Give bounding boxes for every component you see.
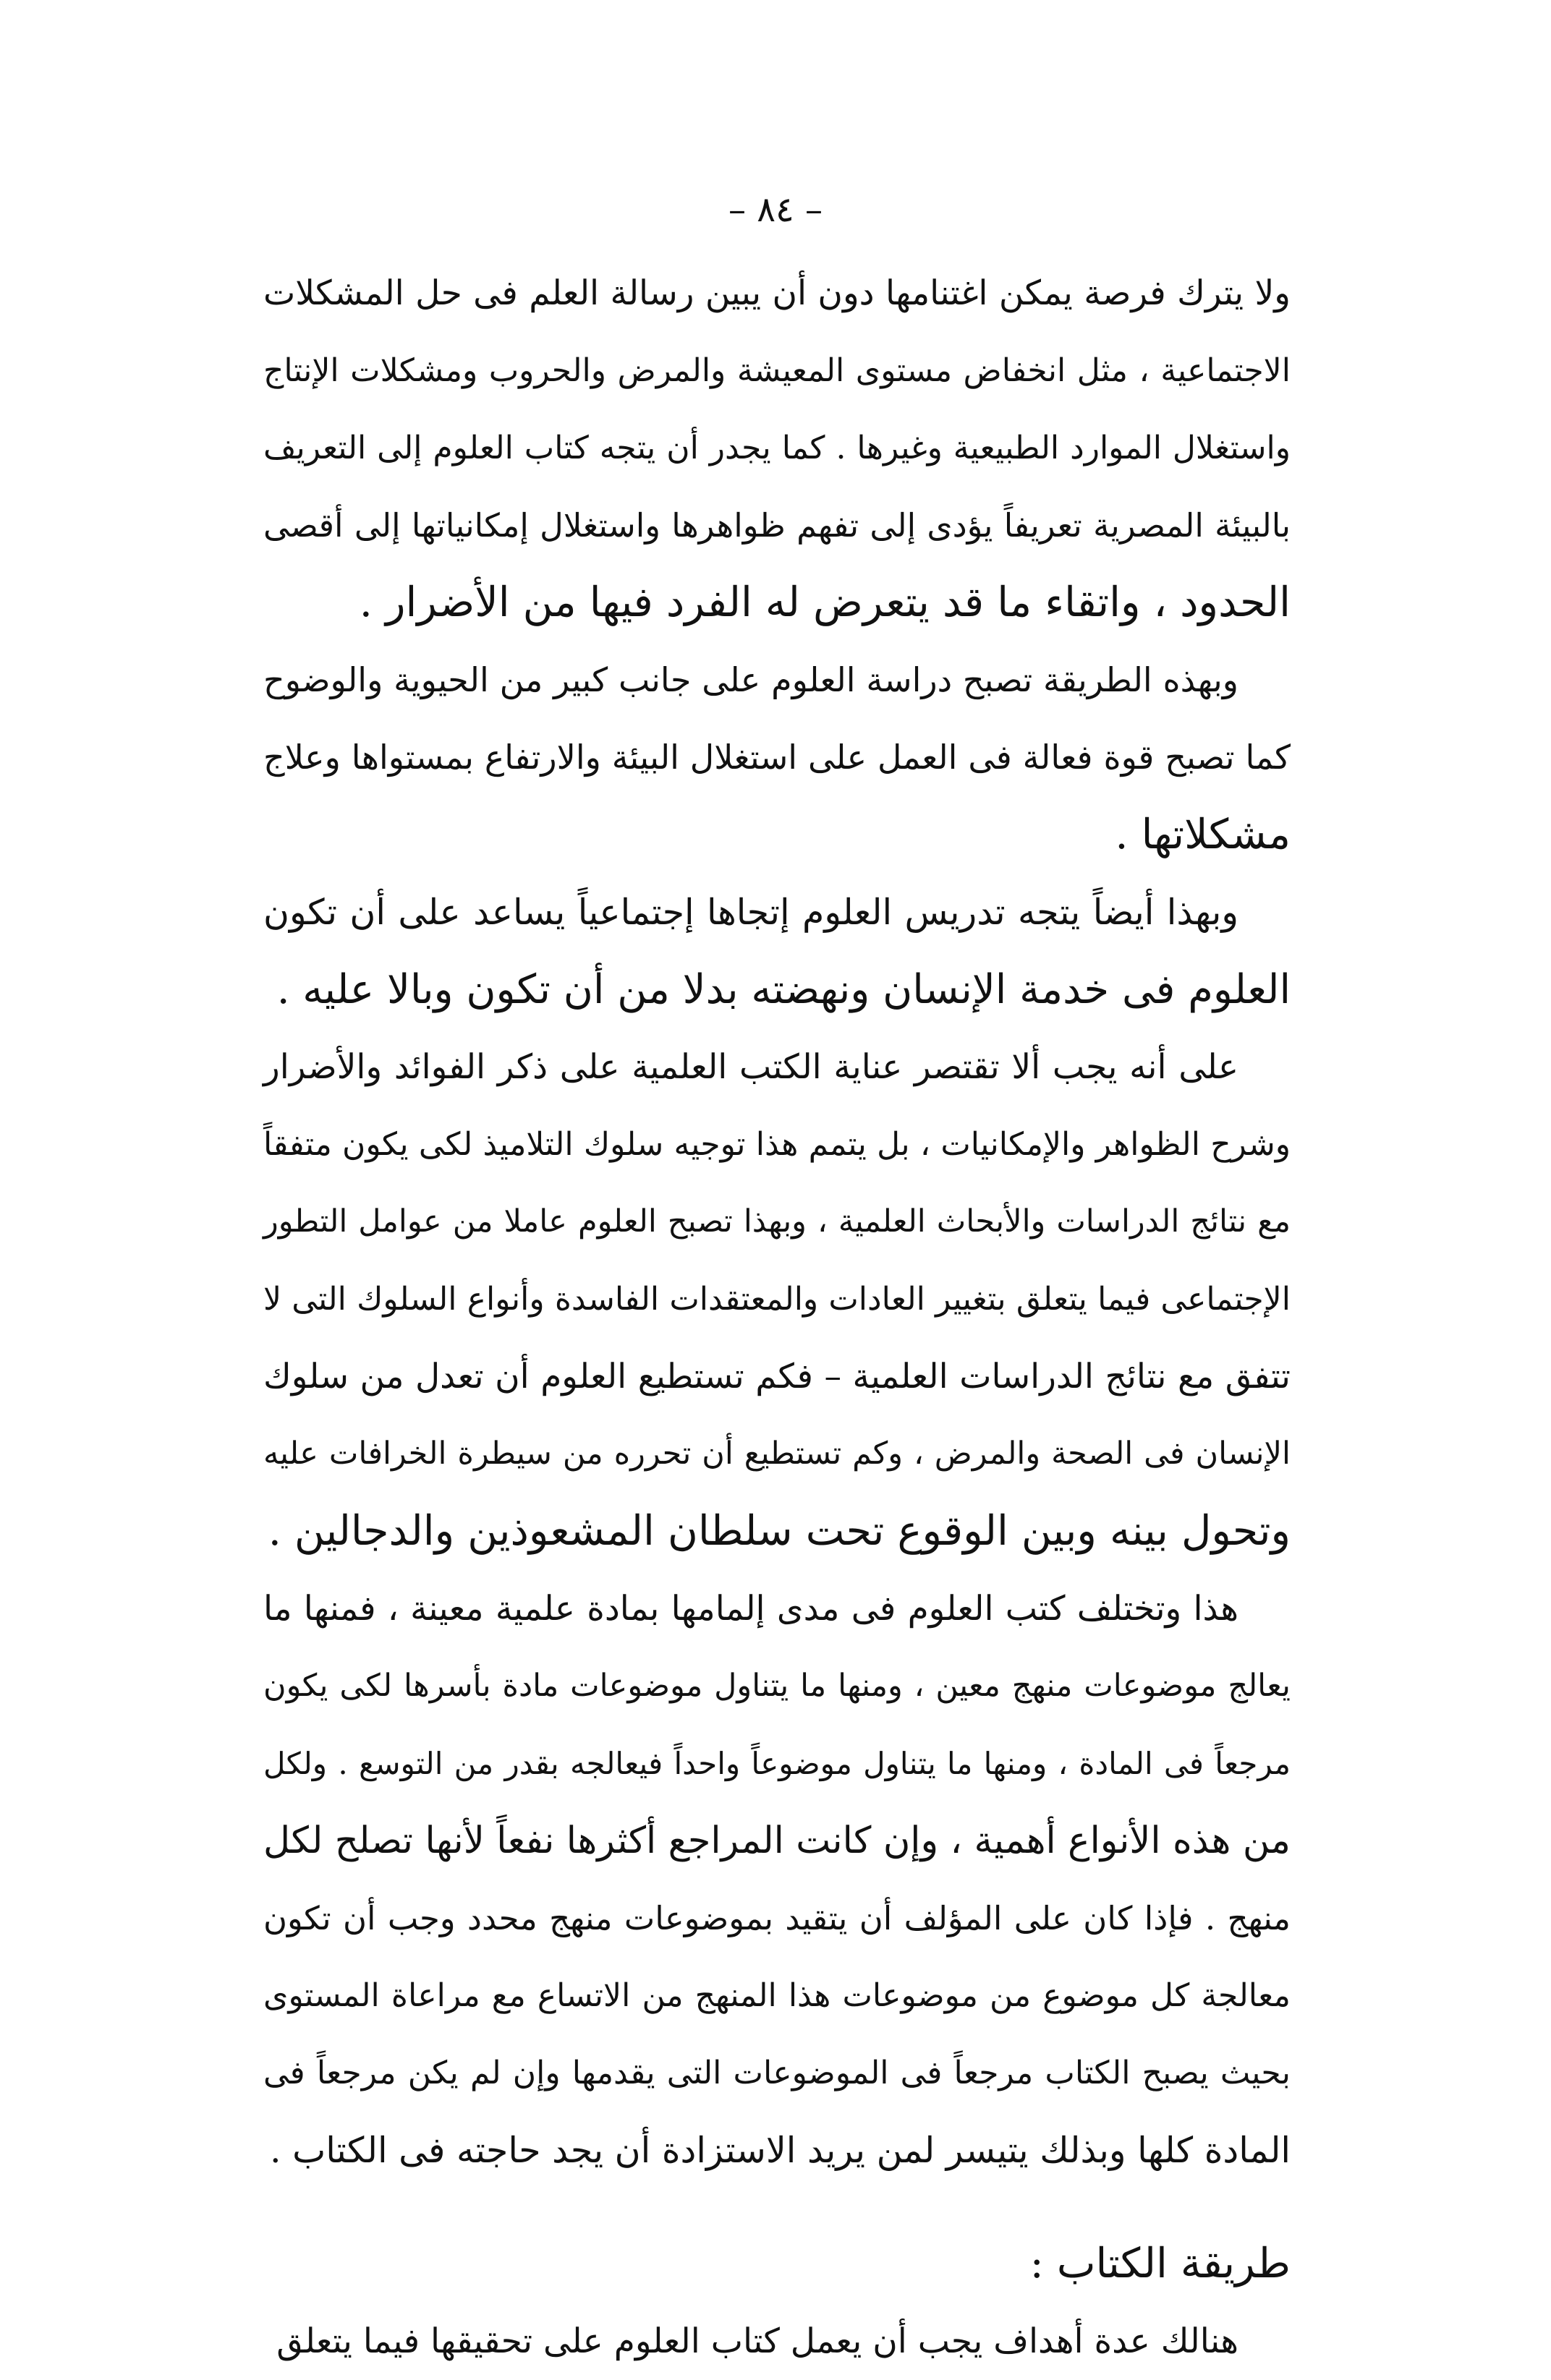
text-line: وشرح الظواهر والإمكانيات ، بل يتمم هذا توجيه سلوك التلاميذ لكى يكون متفقاً	[263, 1126, 1291, 1163]
paragraph-1	[263, 255, 1291, 641]
text-line: الإنسان فى الصحة والمرض ، وكم تستطيع أن تحرره من سيطرة الخرافات عليه	[263, 1436, 1291, 1472]
text-line: الحدود ، واتقاء ما قد يتعرض له الفرد فيها من الأضرار .	[359, 579, 1291, 626]
spacer	[263, 2189, 1291, 2211]
text-line: المادة كلها وبذلك يتيسر لمن يريد الاستزادة أن يجد حاجته فى الكتاب .	[269, 2130, 1291, 2171]
text-line: مع نتائج الدراسات والأبحاث العلمية ، وبهذا تصبح العلوم عاملا من عوامل التطور	[263, 1203, 1291, 1240]
text-line: العلوم فى خدمة الإنسان ونهضته بدلا من أن تكون وبالا عليه .	[276, 966, 1291, 1013]
text-line: مرجعاً فى المادة ، ومنها ما يتناول موضوعاً واحداً فيعالجه بقدر من التوسع . ولكل	[263, 1746, 1291, 1781]
text-line: من هذه الأنواع أهمية ، وإن كانت المراجع أكثرها نفعاً لأنها تصلح لكل	[263, 1820, 1291, 1862]
text-line: الإجتماعى فيما يتعلق بتغيير العادات والمعتقدات الفاسدة وأنواع السلوك التى لا	[263, 1281, 1291, 1318]
text-line: الاجتماعية ، مثل انخفاض مستوى المعيشة والمرض والحروب ومشكلات الإنتاج	[263, 352, 1291, 389]
paragraph-2	[263, 641, 1291, 874]
text-line: هذا وتختلف كتب العلوم فى مدى إلمامها بمادة علمية معينة ، فمنها ما	[263, 1589, 1238, 1629]
text-line: بالبيئة المصرية تعريفاً يؤدى إلى تفهم ظواهرها واستغلال إمكانياتها إلى أقصى	[263, 506, 1291, 545]
text-line: وبهذه الطريقة تصبح دراسة العلوم على جانب كبير من الحيوية والوضوح	[263, 660, 1238, 699]
paragraph-4	[263, 1028, 1291, 1570]
body-text	[263, 255, 1291, 2380]
text-line: بحيث يصبح الكتاب مرجعاً فى الموضوعات التى يقدمها وإن لم يكن مرجعاً فى	[263, 2055, 1291, 2091]
closing-line: هنالك عدة أهداف يجب أن يعمل كتاب العلوم على تحقيقها فيما يتعلق	[276, 2321, 1238, 2361]
text-line: معالجة كل موضوع من موضوعات هذا المنهج من الاتساع مع مراعاة المستوى	[263, 1977, 1291, 2014]
text-line: تتفق مع نتائج الدراسات العلمية – فكم تستطيع العلوم أن تعدل من سلوك	[263, 1357, 1291, 1396]
text-line: وتحول بينه وبين الوقوع تحت سلطان المشعوذين والدجالين .	[268, 1507, 1291, 1555]
section-heading: طريقة الكتاب :	[1029, 2240, 1291, 2287]
text-line: منهج . فإذا كان على المؤلف أن يتقيد بموضوعات منهج محدد وجب أن تكون	[263, 1899, 1291, 1937]
paragraph-3	[263, 874, 1291, 1028]
text-line: يعالج موضوعات منهج معين ، ومنها ما يتناول موضوعات مادة بأسرها لكى يكون	[263, 1668, 1291, 1704]
text-line: كما تصبح قوة فعالة فى العمل على استغلال البيئة والارتفاع بمستواها وعلاج	[263, 738, 1291, 777]
page-number: – ٨٤ –	[728, 189, 823, 230]
paragraph-5	[263, 1570, 1291, 2189]
text-line: ولا يترك فرصة يمكن اغتنامها دون أن يبين رسالة العلم فى حل المشكلات	[263, 273, 1291, 313]
text-line: وبهذا أيضاً يتجه تدريس العلوم إتجاها إجتماعياً يساعد على أن تكون	[263, 892, 1238, 933]
text-line: على أنه يجب ألا تقتصر عناية الكتب العلمية على ذكر الفوائد والأضرار	[263, 1047, 1238, 1087]
text-line: واستغلال الموارد الطبيعية وغيرها . كما يجدر أن يتجه كتاب العلوم إلى التعريف	[263, 430, 1291, 466]
text-line: مشكلاتها .	[1115, 811, 1291, 858]
